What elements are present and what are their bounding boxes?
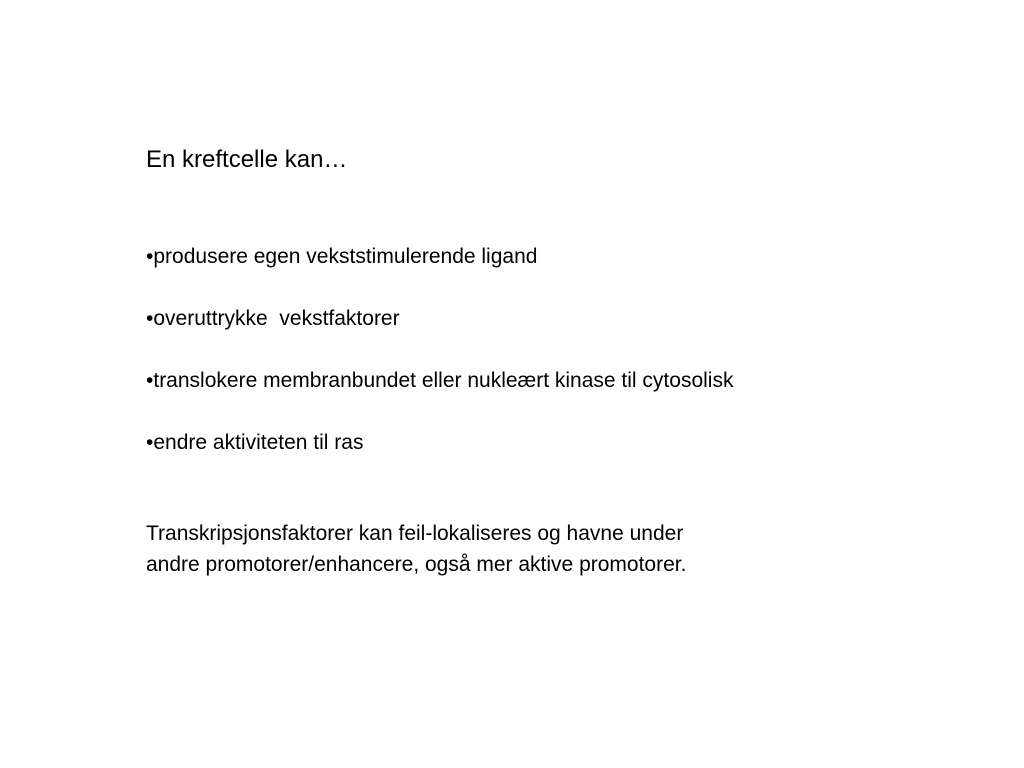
bullet-mark: • (146, 245, 154, 268)
bullet-text: overuttrykke vekstfaktorer (153, 307, 400, 330)
bullet-item (146, 242, 733, 272)
slide-heading: En kreftcelle kan… (146, 146, 348, 173)
bullet-item (146, 428, 733, 458)
bullet-item (146, 366, 733, 396)
bullet-item (146, 304, 733, 334)
paragraph-line: Transkripsjonsfaktorer kan feil-lokaliseres og havne under (146, 522, 684, 545)
bullet-text: endre aktiviteten til ras (153, 431, 364, 454)
closing-paragraph (146, 518, 906, 580)
bullet-text: produsere egen vekststimulerende ligand (153, 245, 538, 268)
bullet-mark: • (146, 307, 154, 330)
bullet-mark: • (146, 369, 154, 392)
bullet-text: translokere membranbundet eller nukleært kinase til cytosolisk (153, 369, 734, 392)
paragraph-line: andre promotorer/enhancere, også mer aktive promotorer. (146, 553, 687, 576)
bullet-mark: • (146, 431, 154, 454)
bullet-list (146, 242, 733, 458)
